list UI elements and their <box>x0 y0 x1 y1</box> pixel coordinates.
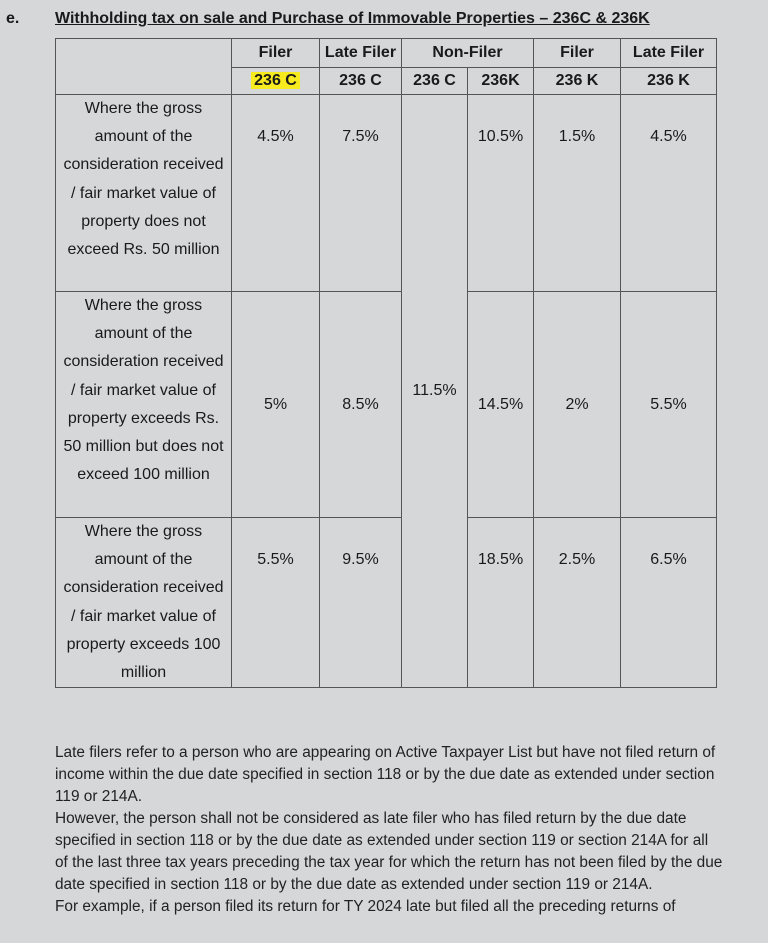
header-non-filer: Non-Filer <box>402 39 534 68</box>
header-section-cell: 236 K <box>621 68 717 95</box>
row-description: Where the gross amount of the consideration received / fair market value of property does not exceed Rs. 50 million <box>56 95 232 292</box>
header-section-cell: 236 K <box>534 68 621 95</box>
header-section-cell <box>232 68 320 95</box>
late-filer-236c-value: 8.5% <box>320 292 402 518</box>
notes-section <box>55 742 725 918</box>
filer-236k-value: 2% <box>534 292 621 518</box>
table-row <box>56 518 717 688</box>
header-filer-k: Filer <box>534 39 621 68</box>
note-paragraph: Late filers refer to a person who are appearing on Active Taxpayer List but have not filed return of income within the due date specified in section 118 or by the due date as extended under section 119 or 214A. <box>55 744 716 805</box>
row-description: Where the gross amount of the consideration received / fair market value of property exceeds Rs. 50 million but does not exceed 100 million <box>56 292 232 518</box>
filer-236c-value: 4.5% <box>232 95 320 292</box>
non-filer-236c-value: 11.5% <box>402 95 468 688</box>
note-paragraph: For example, if a person filed its return for TY 2024 late but filed all the preceding returns of <box>55 898 676 915</box>
filer-236c-value: 5.5% <box>232 518 320 688</box>
header-late-filer: Late Filer <box>320 39 402 68</box>
note-paragraph: However, the person shall not be considered as late filer who has filed return by the due date specified in section 118 or by the due date as extended under section 119 or section 214A for all of the last three tax years preceding the tax year for which the return has not been filed by the due date specified in section 118 or by the due date as extended under section 119 or 214A. <box>55 810 723 893</box>
late-filer-236k-value: 4.5% <box>621 95 717 292</box>
header-blank-cell <box>56 39 232 95</box>
tax-rate-table <box>55 38 717 688</box>
filer-236c-value: 5% <box>232 292 320 518</box>
row-description: Where the gross amount of the consideration received / fair market value of property exceeds 100 million <box>56 518 232 688</box>
header-row-category <box>56 39 717 68</box>
section-heading: Withholding tax on sale and Purchase of Immovable Properties – 236C & 236K <box>55 10 650 27</box>
header-section-cell: 236 C <box>402 68 468 95</box>
table-row <box>56 95 717 292</box>
late-filer-236c-value: 9.5% <box>320 518 402 688</box>
header-late-filer-k: Late Filer <box>621 39 717 68</box>
section-label: e. <box>6 10 20 27</box>
header-section-cell: 236 C <box>320 68 402 95</box>
late-filer-236k-value: 5.5% <box>621 292 717 518</box>
non-filer-236k-value: 10.5% <box>468 95 534 292</box>
table-row <box>56 292 717 518</box>
header-filer: Filer <box>232 39 320 68</box>
late-filer-236k-value: 6.5% <box>621 518 717 688</box>
non-filer-236k-value: 18.5% <box>468 518 534 688</box>
non-filer-236k-value: 14.5% <box>468 292 534 518</box>
late-filer-236c-value: 7.5% <box>320 95 402 292</box>
filer-236k-value: 1.5% <box>534 95 621 292</box>
filer-236k-value: 2.5% <box>534 518 621 688</box>
highlighted-section: 236 C <box>251 72 300 89</box>
header-section-cell: 236K <box>468 68 534 95</box>
